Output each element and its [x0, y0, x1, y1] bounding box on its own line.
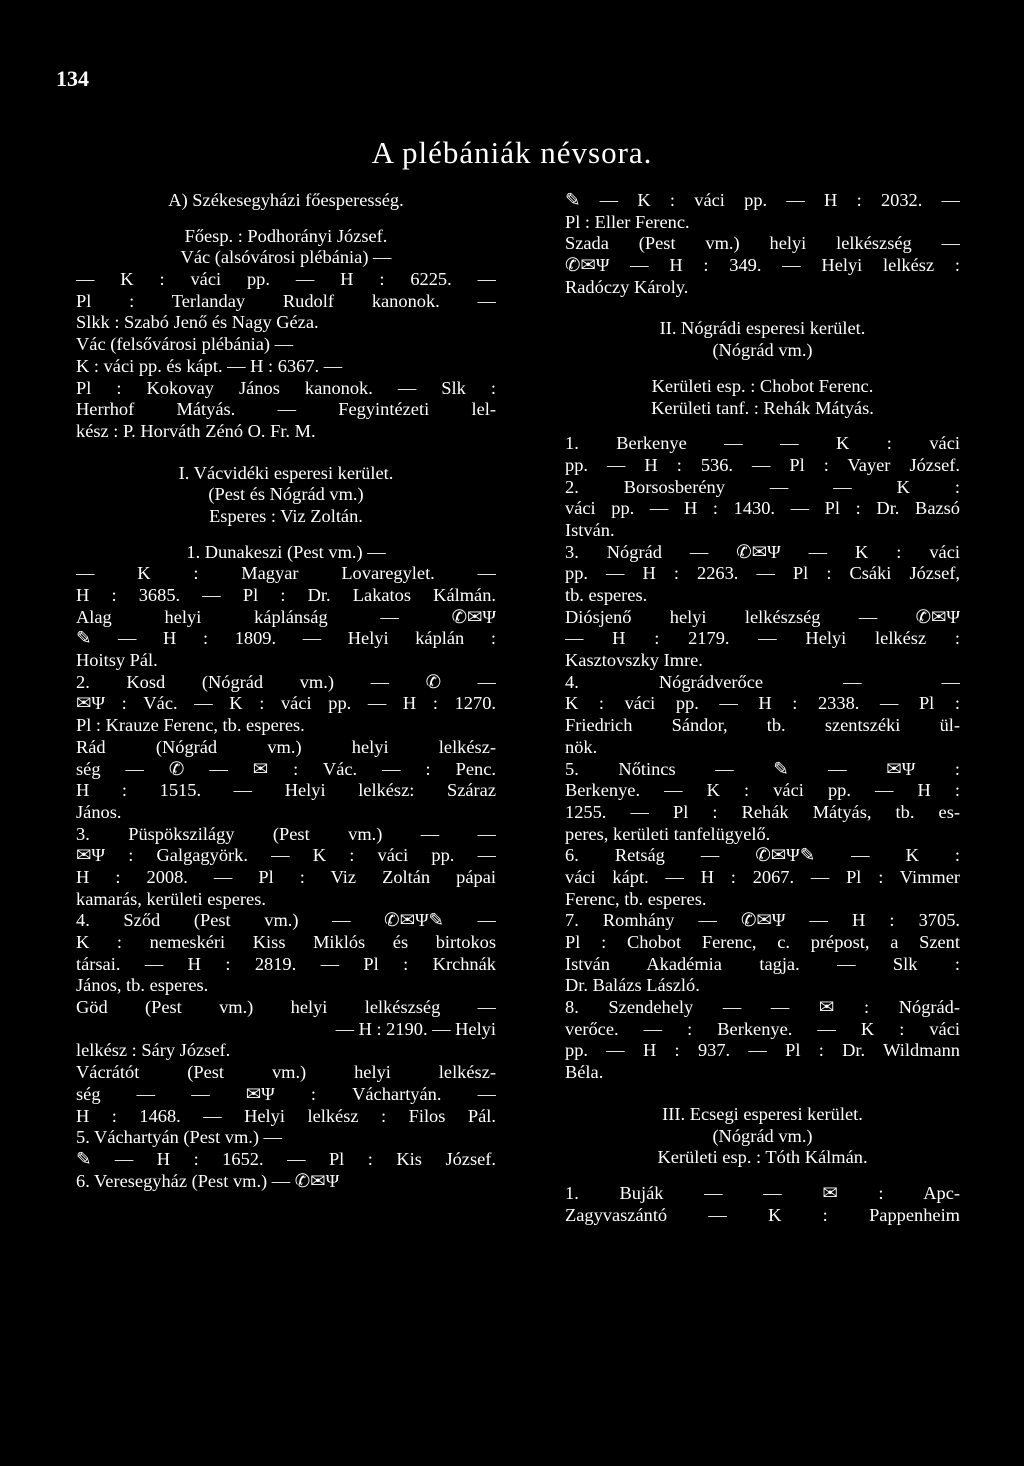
left-column — [76, 190, 496, 1192]
section-heading: A) Székesegyházi főesperesség. — [168, 190, 404, 210]
page-title: A plébániák névsora. — [371, 135, 653, 170]
text-line: 6. Veresegyház (Pest vm.) — ✆✉Ψ — [76, 1170, 340, 1191]
text-line: kész : P. Horváth Zénó O. Fr. M. — [76, 420, 316, 441]
text-line: H : 3685. — Pl : Dr. Lakatos Kálmán. — [76, 585, 496, 605]
text-line: — K : váci pp. — H : 6225. — — [76, 269, 496, 290]
text-line: Zagyvaszántó — K : Pappenheim — [565, 1204, 960, 1225]
text-line: 3. Nógrád — ✆✉Ψ — K : váci — [565, 541, 960, 562]
right-column — [565, 190, 960, 1226]
text-line: Főesp. : Podhorányi József. — [184, 225, 388, 246]
text-line: tb. esperes. — [565, 585, 648, 605]
text-line: 5. Nőtincs — ✎ — ✉Ψ : — [565, 758, 960, 779]
section-heading: III. Ecsegi esperesi kerület. — [662, 1103, 863, 1124]
text-line: kamarás, kerületi esperes. — [76, 888, 266, 909]
text-line: István Akadémia tagja. — Slk : — [565, 953, 960, 974]
text-line: K : váci pp. — H : 2338. — Pl : — [565, 693, 960, 714]
text-line: pp. — H : 937. — Pl : Dr. Wildmann — [565, 1040, 960, 1061]
text-line: ség — ✆ — ✉ : Vác. — : Penc. — [76, 758, 496, 779]
text-line: H : 1468. — Helyi lelkész : Filos Pál. — [76, 1105, 496, 1126]
text-line: H : 1515. — Helyi lelkész: Száraz — [76, 780, 496, 801]
text-line: (Nógrád vm.) — [712, 340, 813, 361]
text-line: Béla. — [565, 1062, 604, 1083]
text-line: Pl : Eller Ferenc. — [565, 211, 690, 232]
text-line: János, tb. esperes. — [76, 975, 209, 996]
section-heading: I. Vácvidéki esperesi kerület. — [178, 462, 394, 483]
page-number: 134 — [56, 66, 89, 91]
text-line: Szada (Pest vm.) helyi lelkészség — — [565, 233, 960, 254]
text-line: lelkész : Sáry József. — [76, 1040, 231, 1061]
text-line: ✎ — K : váci pp. — H : 2032. — — [565, 190, 960, 210]
text-line: Dr. Balázs László. — [565, 975, 700, 996]
text-line: István. — [565, 519, 615, 540]
text-line: ✉Ψ : Vác. — K : váci pp. — H : 1270. — [76, 693, 496, 714]
text-line: K : váci pp. és kápt. — H : 6367. — — [76, 355, 343, 376]
text-line: 4. Sződ (Pest vm.) — ✆✉Ψ✎ — — [76, 910, 496, 931]
text-line: ✆✉Ψ — H : 349. — Helyi lelkész : — [565, 255, 960, 276]
text-line: Esperes : Viz Zoltán. — [209, 505, 363, 526]
text-line: Vácrátót (Pest vm.) helyi lelkész- — [76, 1062, 496, 1083]
text-line: Göd (Pest vm.) helyi lelkészség — — [76, 997, 496, 1018]
text-line: 3. Püspökszilágy (Pest vm.) — — — [76, 823, 496, 844]
text-line: Hoitsy Pál. — [76, 650, 158, 671]
text-line: pp. — H : 2263. — Pl : Csáki József, — [565, 563, 960, 584]
text-line: Pl : Chobot Ferenc, c. prépost, a Szent — [565, 932, 960, 952]
text-line: Radóczy Károly. — [565, 276, 689, 297]
text-line: Berkenye. — K : váci pp. — H : — [565, 780, 960, 801]
text-line: ✉Ψ : Galgagyörk. — K : váci pp. — — [76, 845, 496, 866]
text-line: nök. — [565, 736, 598, 757]
text-line: Pl : Krauze Ferenc, tb. esperes. — [76, 715, 305, 736]
text-line: Kerületi tanf. : Rehák Mátyás. — [651, 397, 874, 418]
text-line: Vác (felsővárosi plébánia) — — [76, 334, 294, 355]
text-line: 4. Nógrádverőce — — — [565, 671, 960, 692]
text-line: Diósjenő helyi lelkészség — ✆✉Ψ — [565, 606, 960, 627]
text-line: (Pest és Nógrád vm.) — [208, 484, 364, 505]
text-line: Friedrich Sándor, tb. szentszéki ül- — [565, 715, 960, 736]
text-line: Rád (Nógrád vm.) helyi lelkész- — [76, 736, 496, 757]
text-line: Pl : Kokovay János kanonok. — Slk : — [76, 377, 496, 398]
text-line: 2. Kosd (Nógrád vm.) — ✆ — — [76, 671, 496, 692]
text-line: ✎ — H : 1809. — Helyi káplán : — [76, 628, 496, 649]
text-line: Herrhof Mátyás. — Fegyintézeti lel- — [76, 399, 496, 420]
text-line: 5. Váchartyán (Pest vm.) — — [76, 1127, 282, 1148]
text-line: (Nógrád vm.) — [712, 1125, 813, 1146]
text-line: 8. Szendehely — — ✉ : Nógrád- — [565, 997, 960, 1018]
text-line: Kerületi esp. : Chobot Ferenc. — [651, 375, 874, 396]
text-line: 1. Buják — — ✉ : Apc- — [565, 1182, 960, 1203]
text-line: Ferenc, tb. esperes. — [565, 888, 707, 909]
text-line: János. — [76, 801, 122, 822]
text-line: 1255. — Pl : Rehák Mátyás, tb. es- — [565, 801, 960, 822]
text-line: verőce. — : Berkenye. — K : váci — [565, 1018, 960, 1039]
text-line: Slkk : Szabó Jenő és Nagy Géza. — [76, 312, 319, 333]
text-line: váci kápt. — H : 2067. — Pl : Vimmer — [565, 866, 960, 887]
text-line: ség — — ✉Ψ : Váchartyán. — — [76, 1083, 496, 1104]
text-line: 7. Romhány — ✆✉Ψ — H : 3705. — [565, 910, 960, 931]
text-line: peres, kerületi tanfelügyelő. — [565, 823, 771, 844]
text-line: 1. Dunakeszi (Pest vm.) — — [186, 541, 386, 562]
text-line: Kerületi esp. : Tóth Kálmán. — [657, 1147, 868, 1168]
text-line: pp. — H : 536. — Pl : Vayer József. — [565, 454, 960, 475]
text-line: 2. Borsosberény — — K : — [565, 476, 960, 497]
text-line: — H : 2190. — Helyi — [335, 1018, 496, 1039]
text-line: Alag helyi káplánság — ✆✉Ψ — [76, 606, 496, 627]
text-line: ✎ — H : 1652. — Pl : Kis József. — [76, 1148, 496, 1169]
text-line: Pl : Terlanday Rudolf kanonok. — — [76, 290, 496, 311]
text-line: K : nemeskéri Kiss Miklós és birtokos — [76, 932, 496, 952]
text-line: társai. — H : 2819. — Pl : Krchnák — [76, 953, 496, 974]
text-line: 1. Berkenye — — K : váci — [565, 433, 960, 454]
section-heading: II. Nógrádi esperesi kerület. — [659, 318, 866, 339]
text-line: Kasztovszky Imre. — [565, 650, 703, 671]
text-line: Vác (alsóvárosi plébánia) — — [180, 247, 392, 268]
text-line: 6. Retság — ✆✉Ψ✎ — K : — [565, 845, 960, 866]
text-line: H : 2008. — Pl : Viz Zoltán pápai — [76, 866, 496, 887]
text-line: — H : 2179. — Helyi lelkész : — [565, 628, 960, 649]
text-line: — K : Magyar Lovaregylet. — — [76, 563, 496, 584]
text-line: váci pp. — H : 1430. — Pl : Dr. Bazsó — [565, 498, 960, 519]
